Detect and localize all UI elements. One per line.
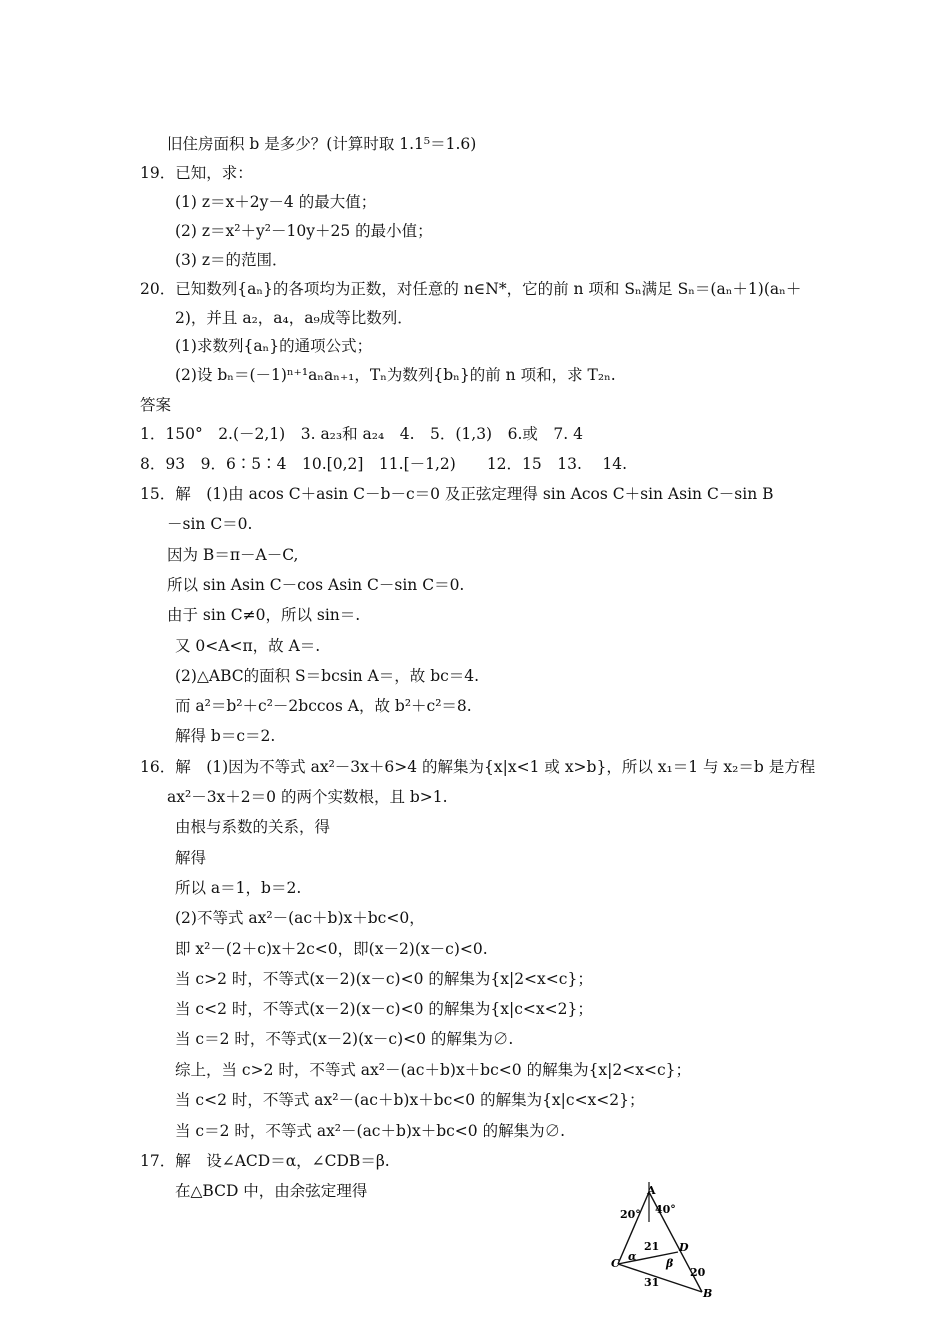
text-line: －sin C＝0. — [167, 515, 253, 533]
label-alpha: α — [628, 1250, 637, 1263]
label-cb: 31 — [644, 1276, 660, 1289]
text-line: 当 c<2 时，不等式(x－2)(x－c)<0 的解集为{x|c<x<2}； — [175, 1000, 593, 1018]
label-a: A — [647, 1184, 656, 1197]
text-line: 20．已知数列{aₙ}的各项均为正数，对任意的 n∈N*，它的前 n 项和 Sₙ满足 Sₙ＝(aₙ＋1)(aₙ＋ — [140, 280, 802, 298]
text-line: 即 x²－(2＋c)x＋2c<0，即(x－2)(x－c)<0. — [175, 940, 488, 958]
text-line: (2) z＝x²＋y²－10y＋25 的最小值； — [175, 222, 433, 240]
text-line: 2)，并且 a₂，a₄，a₉成等比数列． — [175, 309, 413, 327]
text-line: (2)不等式 ax²－(ac＋b)x＋bc<0， — [175, 909, 425, 927]
text-line: 由根与系数的关系，得 — [175, 818, 331, 836]
text-line: 当 c＝2 时，不等式(x－2)(x－c)<0 的解集为∅. — [175, 1030, 514, 1048]
text-line: (2)△ABC的面积 S＝bcsin A＝，故 bc＝4. — [175, 667, 480, 685]
label-d: D — [679, 1241, 689, 1254]
text-line: (2)设 bₙ＝(－1)ⁿ⁺¹aₙaₙ₊₁，Tₙ为数列{bₙ}的前 n 项和，求 T₂ₙ. — [175, 366, 616, 384]
text-line: 16．解 (1)因为不等式 ax²－3x＋6>4 的解集为{x|x<1 或 x>b}，所以 x₁＝1 与 x₂＝b 是方程 — [140, 758, 816, 776]
text-line: 因为 B＝π－A－C, — [167, 546, 299, 564]
label-b: B — [703, 1287, 713, 1298]
text-line: 旧住房面积 b 是多少？(计算时取 1.1⁵＝1.6) — [167, 135, 477, 153]
text-line: 而 a²＝b²＋c²－2bccos A，故 b²＋c²＝8. — [175, 697, 472, 715]
label-cd: 21 — [644, 1240, 660, 1253]
triangle-figure — [604, 1180, 724, 1298]
text-line: (3) z＝的范围． — [175, 251, 288, 269]
text-line: 又 0<A<π，故 A＝. — [175, 637, 321, 655]
text-line: 1．150° 2.(－2,1) 3. a₂₃和 a₂₄ 4. 5．(1,3) 6.或 7. 4 — [140, 425, 583, 443]
label-db: 20 — [690, 1266, 706, 1279]
text-line: 17．解 设∠ACD＝α，∠CDB＝β. — [140, 1152, 390, 1170]
text-line: 所以 a＝1，b＝2. — [175, 879, 302, 897]
text-line: 由于 sin C≠0，所以 sin＝. — [167, 606, 361, 624]
label-beta: β — [666, 1257, 674, 1270]
text-line: (1) z＝x＋2y－4 的最大值； — [175, 193, 377, 211]
text-line: (1)求数列{aₙ}的通项公式； — [175, 337, 373, 355]
text-line: 8．93 9．6∶5∶4 10.[0,2] 11.[－1,2) 12．15 13. 14. — [140, 455, 627, 473]
text-line: 所以 sin Asin C－cos Asin C－sin C＝0. — [167, 576, 465, 594]
text-line: 19．已知，求： — [140, 164, 253, 182]
label-c: C — [611, 1257, 620, 1270]
label-angle-40: 40° — [655, 1203, 676, 1216]
text-line: 答案 — [140, 396, 172, 414]
text-line: 当 c<2 时，不等式 ax²－(ac＋b)x＋bc<0 的解集为{x|c<x<2}； — [175, 1091, 645, 1109]
text-line: ax²－3x＋2＝0 的两个实数根，且 b>1. — [167, 788, 448, 806]
text-line: 15．解 (1)由 acos C＋asin C－b－c＝0 及正弦定理得 sin Acos C＋sin Asin C－sin B — [140, 485, 774, 503]
text-line: 解得 — [175, 849, 207, 867]
text-line: 当 c>2 时，不等式(x－2)(x－c)<0 的解集为{x|2<x<c}； — [175, 970, 593, 988]
text-line: 综上，当 c>2 时，不等式 ax²－(ac＋b)x＋bc<0 的解集为{x|2<x<c}； — [175, 1061, 692, 1079]
text-line: 在△BCD 中，由余弦定理得 — [175, 1182, 368, 1200]
text-line: 当 c＝2 时，不等式 ax²－(ac＋b)x＋bc<0 的解集为∅. — [175, 1122, 566, 1140]
label-angle-20: 20° — [620, 1208, 641, 1221]
text-line: 解得 b＝c＝2. — [175, 727, 276, 745]
